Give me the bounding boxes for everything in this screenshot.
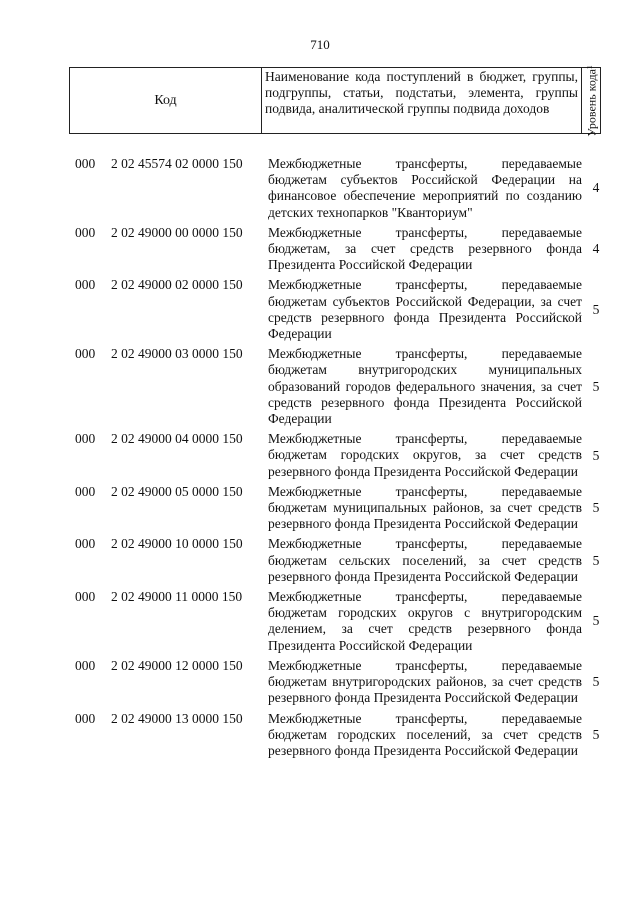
admin-code: 000 bbox=[75, 346, 96, 362]
header-level bbox=[582, 64, 602, 137]
revenue-code: 2 02 49000 02 0000 150 bbox=[111, 277, 243, 293]
table-row bbox=[75, 589, 603, 654]
revenue-code: 2 02 49000 03 0000 150 bbox=[111, 346, 243, 362]
table-row bbox=[75, 346, 603, 427]
code-level: 5 bbox=[592, 301, 600, 317]
admin-code: 000 bbox=[75, 710, 96, 726]
revenue-code: 2 02 49000 13 0000 150 bbox=[111, 710, 243, 726]
code-level: 5 bbox=[592, 726, 600, 742]
admin-code: 000 bbox=[75, 156, 96, 171]
revenue-name: Межбюджетные трансферты, передаваемые бюджетам субъектов Российской Федерации на финансовое обеспечение мероприятий по созданию детских технопарков "Кванториум" bbox=[268, 156, 582, 220]
revenue-name: Межбюджетные трансферты, передаваемые бюджетам внутригородских районов, за счет средств резервного фонда Президента Российской Федерации bbox=[268, 657, 582, 706]
revenue-name: Межбюджетные трансферты, передаваемые бюджетам внутригородских муниципальных образований городов федерального значения, за счет средств резервного фонда Президента Российской Федерации bbox=[268, 346, 582, 427]
admin-code: 000 bbox=[75, 224, 96, 240]
table-body bbox=[75, 156, 603, 763]
table-row bbox=[75, 225, 603, 274]
admin-code: 000 bbox=[75, 657, 96, 673]
revenue-code: 2 02 49000 00 0000 150 bbox=[111, 224, 243, 240]
table-row bbox=[75, 711, 603, 760]
table-row bbox=[75, 484, 603, 533]
revenue-code: 2 02 49000 11 0000 150 bbox=[111, 589, 243, 605]
code-level: 5 bbox=[592, 500, 600, 516]
page-number: 710 bbox=[310, 37, 330, 52]
table-row bbox=[75, 277, 603, 342]
table-row bbox=[75, 536, 603, 585]
header-code: Код bbox=[70, 68, 262, 133]
revenue-name: Межбюджетные трансферты, передаваемые бюджетам городских округов, за счет средств резервного фонда Президента Российской Федерации bbox=[268, 431, 582, 479]
code-level: 5 bbox=[592, 552, 600, 568]
admin-code: 000 bbox=[75, 277, 96, 293]
revenue-code: 2 02 49000 10 0000 150 bbox=[111, 536, 243, 552]
code-level: 4 bbox=[592, 241, 600, 257]
code-level: 5 bbox=[592, 447, 600, 463]
code-level: 4 bbox=[592, 180, 600, 196]
table-row bbox=[75, 156, 603, 221]
admin-code: 000 bbox=[75, 431, 96, 447]
table-header bbox=[69, 64, 601, 137]
table-row bbox=[75, 658, 603, 707]
revenue-name: Межбюджетные трансферты, передаваемые бюджетам муниципальных районов, за счет средств резервного фонда Президента Российской Федерации bbox=[268, 483, 582, 532]
revenue-name: Межбюджетные трансферты, передаваемые бюджетам сельских поселений, за счет средств резервного фонда Президента Российской Федерации bbox=[268, 536, 582, 584]
revenue-code: 2 02 45574 02 0000 150 bbox=[111, 156, 243, 171]
revenue-name: Межбюджетные трансферты, передаваемые бюджетам городских округов с внутригородским делением, за счет средств резервного фонда Президента Российской Федерации bbox=[268, 589, 582, 653]
header-name: Наименование кода поступлений в бюджет, группы, подгруппы, статьи, подстатьи, элемента, группы подвида, аналитической группы подвида доходов bbox=[262, 68, 582, 133]
revenue-name: Межбюджетные трансферты, передаваемые бюджетам городских поселений, за счет средств резервного фонда Президента Российской Федерации bbox=[268, 710, 582, 758]
table-row bbox=[75, 431, 603, 480]
admin-code: 000 bbox=[75, 483, 96, 499]
code-level: 5 bbox=[592, 613, 600, 629]
revenue-name: Межбюджетные трансферты, передаваемые бюджетам субъектов Российской Федерации, за счет средств резервного фонда Президента Российской Федерации bbox=[268, 277, 582, 342]
admin-code: 000 bbox=[75, 589, 96, 605]
code-level: 5 bbox=[592, 674, 600, 690]
revenue-code: 2 02 49000 05 0000 150 bbox=[111, 483, 243, 499]
revenue-code: 2 02 49000 12 0000 150 bbox=[111, 657, 243, 673]
revenue-name: Межбюджетные трансферты, передаваемые бюджетам, за счет средств резервного фонда Президента Российской Федерации bbox=[268, 224, 582, 273]
admin-code: 000 bbox=[75, 536, 96, 552]
revenue-code: 2 02 49000 04 0000 150 bbox=[111, 431, 243, 447]
header-level-label: Уровень кода¹ bbox=[584, 64, 599, 137]
code-level: 5 bbox=[592, 378, 600, 394]
